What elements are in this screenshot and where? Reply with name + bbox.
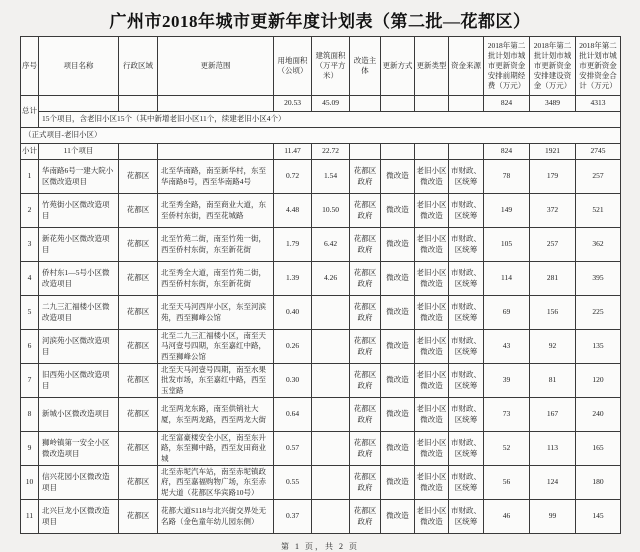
- cell-funding: 市财政、区统筹: [449, 364, 484, 398]
- cell-building_area: 6.42: [312, 228, 350, 262]
- cell-type: 老旧小区微改造: [415, 466, 449, 500]
- subtotal-prefund: 824: [484, 144, 530, 160]
- cell-no: 9: [21, 432, 39, 466]
- cell-pre_fund: 149: [484, 194, 530, 228]
- cell-district: 花都区: [119, 466, 158, 500]
- cell-subject: 花都区政府: [350, 160, 381, 194]
- col-header-prefund: 2018年第二批计划市城市更新资金安排前期经费（万元）: [484, 37, 530, 96]
- cell-type: 老旧小区微改造: [415, 160, 449, 194]
- cell-land_area: 0.40: [274, 296, 312, 330]
- cell-name: 二九三汇福楼小区微改造项目: [39, 296, 119, 330]
- cell-subject: 花都区政府: [350, 262, 381, 296]
- cell-name: 新花苑小区微改造项目: [39, 228, 119, 262]
- empty-cell: [350, 96, 381, 112]
- cell-subject: 花都区政府: [350, 500, 381, 534]
- cell-district: 花都区: [119, 228, 158, 262]
- cell-name: 狮岭镇第一安全小区微改造项目: [39, 432, 119, 466]
- subtotal-row: [21, 144, 621, 160]
- cell-scope: 北至秀全大道，南至竹苑二街，西至侨村东街，东至新花街: [158, 262, 274, 296]
- cell-no: 1: [21, 160, 39, 194]
- cell-type: 老旧小区微改造: [415, 194, 449, 228]
- col-header-subject: 改造主体: [350, 37, 381, 96]
- total-building-area: 45.09: [312, 96, 350, 112]
- cell-build_fund: 281: [530, 262, 576, 296]
- cell-pre_fund: 69: [484, 296, 530, 330]
- cell-subject: 花都区政府: [350, 296, 381, 330]
- cell-land_area: 1.39: [274, 262, 312, 296]
- cell-subject: 花都区政府: [350, 466, 381, 500]
- col-header-funding-source: 资金来源: [449, 37, 484, 96]
- cell-scope: 北至天马河西岸小区，东至河滨苑，西至狮峰公馆: [158, 296, 274, 330]
- cell-subject: 花都区政府: [350, 398, 381, 432]
- empty-cell: [158, 144, 274, 160]
- cell-subject: 花都区政府: [350, 432, 381, 466]
- table-row: [21, 160, 621, 194]
- cell-land_area: 0.26: [274, 330, 312, 364]
- cell-pre_fund: 43: [484, 330, 530, 364]
- table-row: [21, 228, 621, 262]
- table-row: [21, 398, 621, 432]
- empty-cell: [415, 96, 449, 112]
- cell-no: 3: [21, 228, 39, 262]
- cell-total_fund: 180: [576, 466, 621, 500]
- cell-no: 4: [21, 262, 39, 296]
- page-footer: 第 1 页，共 2 页: [281, 542, 359, 551]
- cell-district: 花都区: [119, 296, 158, 330]
- cell-building_area: 1.54: [312, 160, 350, 194]
- empty-cell: [381, 96, 415, 112]
- cell-total_fund: 362: [576, 228, 621, 262]
- cell-pre_fund: 56: [484, 466, 530, 500]
- cell-method: 微改造: [381, 466, 415, 500]
- cell-scope: 北至竹苑二街，南至竹苑一街，西至侨村东街，东至新花街: [158, 228, 274, 262]
- cell-funding: 市财政、区统筹: [449, 500, 484, 534]
- cell-district: 花都区: [119, 500, 158, 534]
- total-note-row: [21, 112, 621, 128]
- cell-scope: 北至华南路，南至新华村，东至华南路8号，西至华南路4号: [158, 160, 274, 194]
- cell-subject: 花都区政府: [350, 330, 381, 364]
- subtotal-buildfund: 1921: [530, 144, 576, 160]
- col-header-district: 行政区域: [119, 37, 158, 96]
- cell-method: 微改造: [381, 364, 415, 398]
- cell-build_fund: 92: [530, 330, 576, 364]
- col-header-seq: 序号: [21, 37, 39, 96]
- cell-funding: 市财政、区统筹: [449, 262, 484, 296]
- cell-funding: 市财政、区统筹: [449, 194, 484, 228]
- header-row: [21, 37, 621, 96]
- total-land-area: 20.53: [274, 96, 312, 112]
- cell-pre_fund: 46: [484, 500, 530, 534]
- cell-no: 5: [21, 296, 39, 330]
- subtotal-project-count: 11个项目: [39, 144, 119, 160]
- cell-method: 微改造: [381, 262, 415, 296]
- table-row: [21, 262, 621, 296]
- cell-district: 花都区: [119, 160, 158, 194]
- subtotal-totalfund: 2745: [576, 144, 621, 160]
- cell-name: 新城小区微改造项目: [39, 398, 119, 432]
- col-header-totalfund: 2018年第二批计划市城市更新资金安排资金合计（万元）: [576, 37, 621, 96]
- cell-no: 7: [21, 364, 39, 398]
- cell-type: 老旧小区微改造: [415, 364, 449, 398]
- cell-pre_fund: 114: [484, 262, 530, 296]
- table-row: [21, 500, 621, 534]
- cell-building_area: [312, 500, 350, 534]
- cell-build_fund: 167: [530, 398, 576, 432]
- cell-scope: 北至二九三汇福楼小区，南至天马河壹号四期，东至嘉红中路，西至狮峰公馆: [158, 330, 274, 364]
- cell-total_fund: 165: [576, 432, 621, 466]
- total-row: [21, 96, 621, 112]
- cell-name: 信兴花园小区微改造项目: [39, 466, 119, 500]
- cell-method: 微改造: [381, 194, 415, 228]
- cell-total_fund: 120: [576, 364, 621, 398]
- cell-land_area: 0.72: [274, 160, 312, 194]
- cell-name: 侨村东1—5号小区微改造项目: [39, 262, 119, 296]
- cell-build_fund: 81: [530, 364, 576, 398]
- cell-pre_fund: 52: [484, 432, 530, 466]
- table-row: [21, 466, 621, 500]
- cell-funding: 市财政、区统筹: [449, 160, 484, 194]
- subtotal-label: 小计: [21, 144, 39, 160]
- cell-type: 老旧小区微改造: [415, 398, 449, 432]
- cell-district: 花都区: [119, 330, 158, 364]
- cell-method: 微改造: [381, 330, 415, 364]
- cell-name: 河滨苑小区微改造项目: [39, 330, 119, 364]
- cell-land_area: 0.64: [274, 398, 312, 432]
- cell-method: 微改造: [381, 228, 415, 262]
- cell-scope: 北至天马河壹号四期，南至水果批发市场，东至嘉红中路，西至玉堂路: [158, 364, 274, 398]
- cell-name: 竹苑街小区微改造项目: [39, 194, 119, 228]
- section-label: （正式项目-老旧小区）: [21, 128, 621, 144]
- cell-type: 老旧小区微改造: [415, 262, 449, 296]
- table-row: [21, 194, 621, 228]
- col-header-building-area: 建筑面积（万平方米）: [312, 37, 350, 96]
- col-header-buildfund: 2018年第二批计划市城市更新资金安排建设资金（万元）: [530, 37, 576, 96]
- cell-total_fund: 521: [576, 194, 621, 228]
- cell-subject: 花都区政府: [350, 194, 381, 228]
- page-title: 广州市2018年城市更新年度计划表（第二批—花都区）: [109, 12, 531, 31]
- cell-funding: 市财政、区统筹: [449, 228, 484, 262]
- cell-district: 花都区: [119, 432, 158, 466]
- cell-total_fund: 240: [576, 398, 621, 432]
- cell-building_area: [312, 398, 350, 432]
- cell-scope: 北至秀全路，南至商业大道，东至侨村东街，西至花城路: [158, 194, 274, 228]
- cell-scope: 花都大道S118与北兴街交界处无名路（金色童年幼儿园东侧）: [158, 500, 274, 534]
- cell-type: 老旧小区微改造: [415, 228, 449, 262]
- project-rows: [21, 160, 621, 534]
- col-header-project-name: 项目名称: [39, 37, 119, 96]
- cell-type: 老旧小区微改造: [415, 330, 449, 364]
- cell-pre_fund: 73: [484, 398, 530, 432]
- cell-build_fund: 257: [530, 228, 576, 262]
- col-header-land-area: 用地面积（公顷）: [274, 37, 312, 96]
- cell-pre_fund: 78: [484, 160, 530, 194]
- cell-funding: 市财政、区统筹: [449, 432, 484, 466]
- cell-build_fund: 179: [530, 160, 576, 194]
- total-label: 总计: [21, 96, 39, 128]
- cell-building_area: 10.50: [312, 194, 350, 228]
- section-row: [21, 128, 621, 144]
- cell-no: 11: [21, 500, 39, 534]
- cell-type: 老旧小区微改造: [415, 432, 449, 466]
- cell-total_fund: 225: [576, 296, 621, 330]
- cell-funding: 市财政、区统筹: [449, 398, 484, 432]
- cell-pre_fund: 105: [484, 228, 530, 262]
- cell-build_fund: 372: [530, 194, 576, 228]
- table-row: [21, 432, 621, 466]
- cell-funding: 市财政、区统筹: [449, 296, 484, 330]
- empty-cell: [350, 144, 381, 160]
- cell-name: 旧西苑小区微改造项目: [39, 364, 119, 398]
- subtotal-building-area: 22.72: [312, 144, 350, 160]
- table-row: [21, 330, 621, 364]
- empty-cell: [158, 96, 274, 112]
- cell-scope: 北至两龙东路，南至供销社大厦，东至两龙路，西至两龙大街: [158, 398, 274, 432]
- cell-method: 微改造: [381, 432, 415, 466]
- empty-cell: [449, 96, 484, 112]
- table-row: [21, 296, 621, 330]
- cell-no: 6: [21, 330, 39, 364]
- empty-cell: [119, 144, 158, 160]
- empty-cell: [119, 96, 158, 112]
- cell-funding: 市财政、区统筹: [449, 466, 484, 500]
- cell-method: 微改造: [381, 160, 415, 194]
- cell-district: 花都区: [119, 364, 158, 398]
- cell-land_area: 0.30: [274, 364, 312, 398]
- plan-table: [20, 36, 621, 534]
- col-header-scope: 更新范围: [158, 37, 274, 96]
- cell-building_area: [312, 432, 350, 466]
- cell-pre_fund: 39: [484, 364, 530, 398]
- total-prefund: 824: [484, 96, 530, 112]
- col-header-type: 更新类型: [415, 37, 449, 96]
- cell-building_area: [312, 466, 350, 500]
- cell-land_area: 1.79: [274, 228, 312, 262]
- cell-build_fund: 113: [530, 432, 576, 466]
- cell-total_fund: 135: [576, 330, 621, 364]
- cell-method: 微改造: [381, 296, 415, 330]
- cell-total_fund: 257: [576, 160, 621, 194]
- total-buildfund: 3489: [530, 96, 576, 112]
- cell-funding: 市财政、区统筹: [449, 330, 484, 364]
- cell-type: 老旧小区微改造: [415, 500, 449, 534]
- cell-method: 微改造: [381, 500, 415, 534]
- cell-land_area: 0.37: [274, 500, 312, 534]
- table-row: [21, 364, 621, 398]
- subtotal-land-area: 11.47: [274, 144, 312, 160]
- cell-land_area: 0.55: [274, 466, 312, 500]
- cell-no: 10: [21, 466, 39, 500]
- cell-total_fund: 145: [576, 500, 621, 534]
- empty-cell: [449, 144, 484, 160]
- cell-land_area: 4.48: [274, 194, 312, 228]
- cell-method: 微改造: [381, 398, 415, 432]
- cell-district: 花都区: [119, 398, 158, 432]
- cell-subject: 花都区政府: [350, 364, 381, 398]
- cell-subject: 花都区政府: [350, 228, 381, 262]
- cell-name: 华南路6号一建大院小区微改造项目: [39, 160, 119, 194]
- empty-cell: [415, 144, 449, 160]
- cell-building_area: [312, 330, 350, 364]
- cell-district: 花都区: [119, 194, 158, 228]
- cell-building_area: [312, 364, 350, 398]
- empty-cell: [39, 96, 119, 112]
- cell-total_fund: 395: [576, 262, 621, 296]
- empty-cell: [381, 144, 415, 160]
- cell-district: 花都区: [119, 262, 158, 296]
- cell-scope: 北至富豪楼安全小区，南至东升路，东至狮中路，西至友田商业城: [158, 432, 274, 466]
- cell-name: 北兴巨龙小区微改造项目: [39, 500, 119, 534]
- cell-building_area: 4.26: [312, 262, 350, 296]
- cell-building_area: [312, 296, 350, 330]
- cell-type: 老旧小区微改造: [415, 296, 449, 330]
- total-note: 15个项目，含老旧小区15个（其中新增老旧小区11个，续建老旧小区4个）: [39, 112, 621, 128]
- cell-scope: 北至赤坭汽车站，南至赤坭镇政府，西至嘉福购物广场，东至赤坭大道（花都区华宾路10号）: [158, 466, 274, 500]
- cell-no: 8: [21, 398, 39, 432]
- col-header-method: 更新方式: [381, 37, 415, 96]
- cell-build_fund: 99: [530, 500, 576, 534]
- cell-no: 2: [21, 194, 39, 228]
- total-totalfund: 4313: [576, 96, 621, 112]
- cell-build_fund: 124: [530, 466, 576, 500]
- cell-build_fund: 156: [530, 296, 576, 330]
- cell-land_area: 0.57: [274, 432, 312, 466]
